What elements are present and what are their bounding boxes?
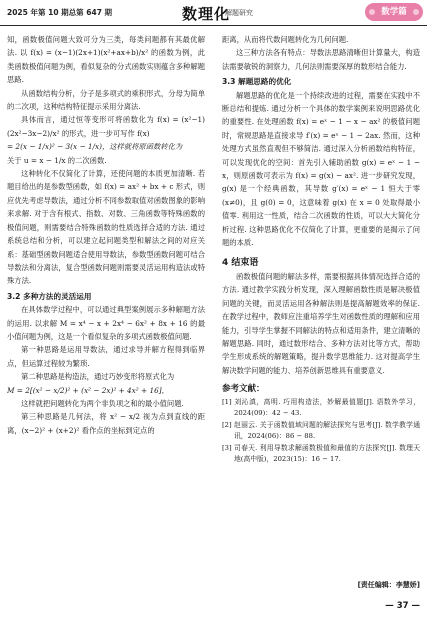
paragraph: 函数极值问题的解法多样，需要根据具体情况选择合适的方法. 通过教学实践分析发现，深入理解函数性质是解决极值问题的关键，而灵活运用各种解法则是提高解题效率的保证. 在教学过程中，教师应注重培养学生对函数性质的理解和应用能力，引导学生掌握不同解法的特点和适用条件，建立清晰的解题思路. 同时，通过数形结合、多种方法对比等方式，帮助学生形成系统的解题策略，提升数学思维能力. 这对提高学生解决数学问题的能力、培养创新思维具有重要意义.	[222, 271, 420, 375]
paragraph: 从函数结构分析，分子是多项式的乘积形式，分母为简单的二次项，这种结构特征提示采用分离法.	[7, 88, 205, 112]
paragraph: 距离，从而将代数问题转化为几何问题.	[222, 35, 349, 44]
journal-brand: 数理化	[182, 5, 231, 23]
references-title: 参考文献：	[222, 384, 265, 395]
paragraph: 这三种方法各有特点：导数法思路清晰但计算量大，构造法需要敏锐的洞察力，几何法则需要深厚的数形结合能力.	[222, 48, 420, 71]
page-header	[0, 0, 427, 26]
paragraph: 知，函数极值问题大致可分为三类，每类问题都有其最优解法. 以 f(x) = (x−1)(2x+1)(x²+ax+b)/x² 的函数为例，此类函数极值问题为例，看似复杂的分式函数实则蕴含多种解题思路.	[7, 35, 205, 85]
paragraph: 解题思路的优化是一个持续改进的过程，需要在实践中不断总结和提炼. 通过分析一个具体的数学案例来说明思路优化的重要性. 在处理函数 f(x) = eˣ − 1 − x − ax² 的极值问题时，常规思路是直接求导 f′(x) = eˣ − 1 − 2ax. 然而，这种处理方式虽然直观但不够简洁. 通过深入分析函数结构特征，可以发现优化的空间：首先引入辅助函数 g(x) = eˣ − 1 − x，则原函数可表示为 f(x) = g(x) − ax². 进一步研究发现，g(x) 是一个经典函数，其导数 g′(x) = eˣ − 1 恒大于零(x≠0)，且 g(0) = 0，这意味着 g(x) 在 x = 0 处取得最小值零. 利用这一性质，结合二次函数的性质，可以大大简化分析过程. 这种思路优化不仅简化了计算，更重要的是揭示了问题的本质.	[222, 90, 420, 248]
formula: M = 2[(x² − x/2)² + (x² − 2x)² + 4x² + 16]，	[7, 385, 169, 395]
section-heading: 4 结束语	[222, 257, 259, 268]
formula: = 2(x − 1/x)² − 3(x − 1/x)，这样就将原函数转化为	[7, 142, 183, 152]
issue-info: 2025 年第 10 期总第 647 期	[7, 8, 113, 17]
reference-item: [1] 刘沁滇，高明. 巧用构造法，妙解最值题[J]. 语数外学习，2024(09)：42 − 43.	[222, 397, 420, 418]
left-column	[7, 33, 205, 437]
paragraph: 第三种思路是几何法，将 x² − x/2 视为点到直线的距离，(x−2)² + (x+2)² 看作点的坐标到定点的	[7, 412, 205, 435]
paragraph: 关于 u = x − 1/x 的二次函数.	[7, 155, 107, 165]
paragraph: 第一种思路是运用导数法，通过求导并解方程得到临界点，但运算过程较为繁琐.	[7, 345, 205, 368]
section-heading: 3.2 多种方法的灵活运用	[7, 291, 92, 301]
paragraph: 第二种思路是构造法，通过巧妙变形将原式化为	[21, 372, 175, 382]
section-badge: 数学篇	[365, 3, 423, 21]
responsible-editor: [责任编辑：李慧娇]	[357, 581, 420, 589]
paragraph: 在具体数学过程中，可以通过典型案例展示多种解题方法的运用. 以求解 M = x⁴ − x + 2x⁴ − 6x² + 8x + 16 的最小值问题为例，这是一个看似复杂的多项式函数极值问题.	[7, 305, 205, 341]
right-column	[222, 33, 420, 466]
page-number: — 37 —	[385, 601, 420, 611]
reference-item: [2] 赵丽云. 关于函数值域问题的解法探究与思考[J]. 数学教学通讯，2024(06)：86 − 88.	[222, 420, 420, 441]
reference-item: [3] 司春天. 利用导数求解函数极值和最值的方法探究[J]. 数理天地(高中版)，2023(15)：16 − 17.	[222, 443, 420, 464]
section-subtitle: 解题研究	[225, 9, 253, 17]
paragraph: 这种转化不仅简化了计算，还使问题的本质更加清晰. 若题目给出的是参数型函数，如 f(x) = ax² + bx + c 形式，则应优先考虑导数法，通过分析不同参数取值对函数图象的影响来求解. 对于含有根式、指数、对数、三角函数等特殊函数的极值问题，则需要结合特殊函数的性质选择合适的方法. 通过系统总结和分析，可以建立起问题类型和解法之间的对应关系：基础型函数问题适合使用导数法，参数型函数问题可结合导数法和分离法，复合型函数问题则需要灵活运用构造法或特殊方法.	[7, 169, 205, 286]
paragraph: 具体而言，通过恒等变形可将函数化为 f(x) = (x²−1)(2x²−3x−2)/x² 的形式，进一步可写作 f(x)	[7, 115, 205, 138]
paragraph: 这样就把问题转化为两个非负项之和的最小值问题.	[21, 398, 184, 408]
section-heading: 3.3 解题思路的优化	[222, 77, 292, 87]
